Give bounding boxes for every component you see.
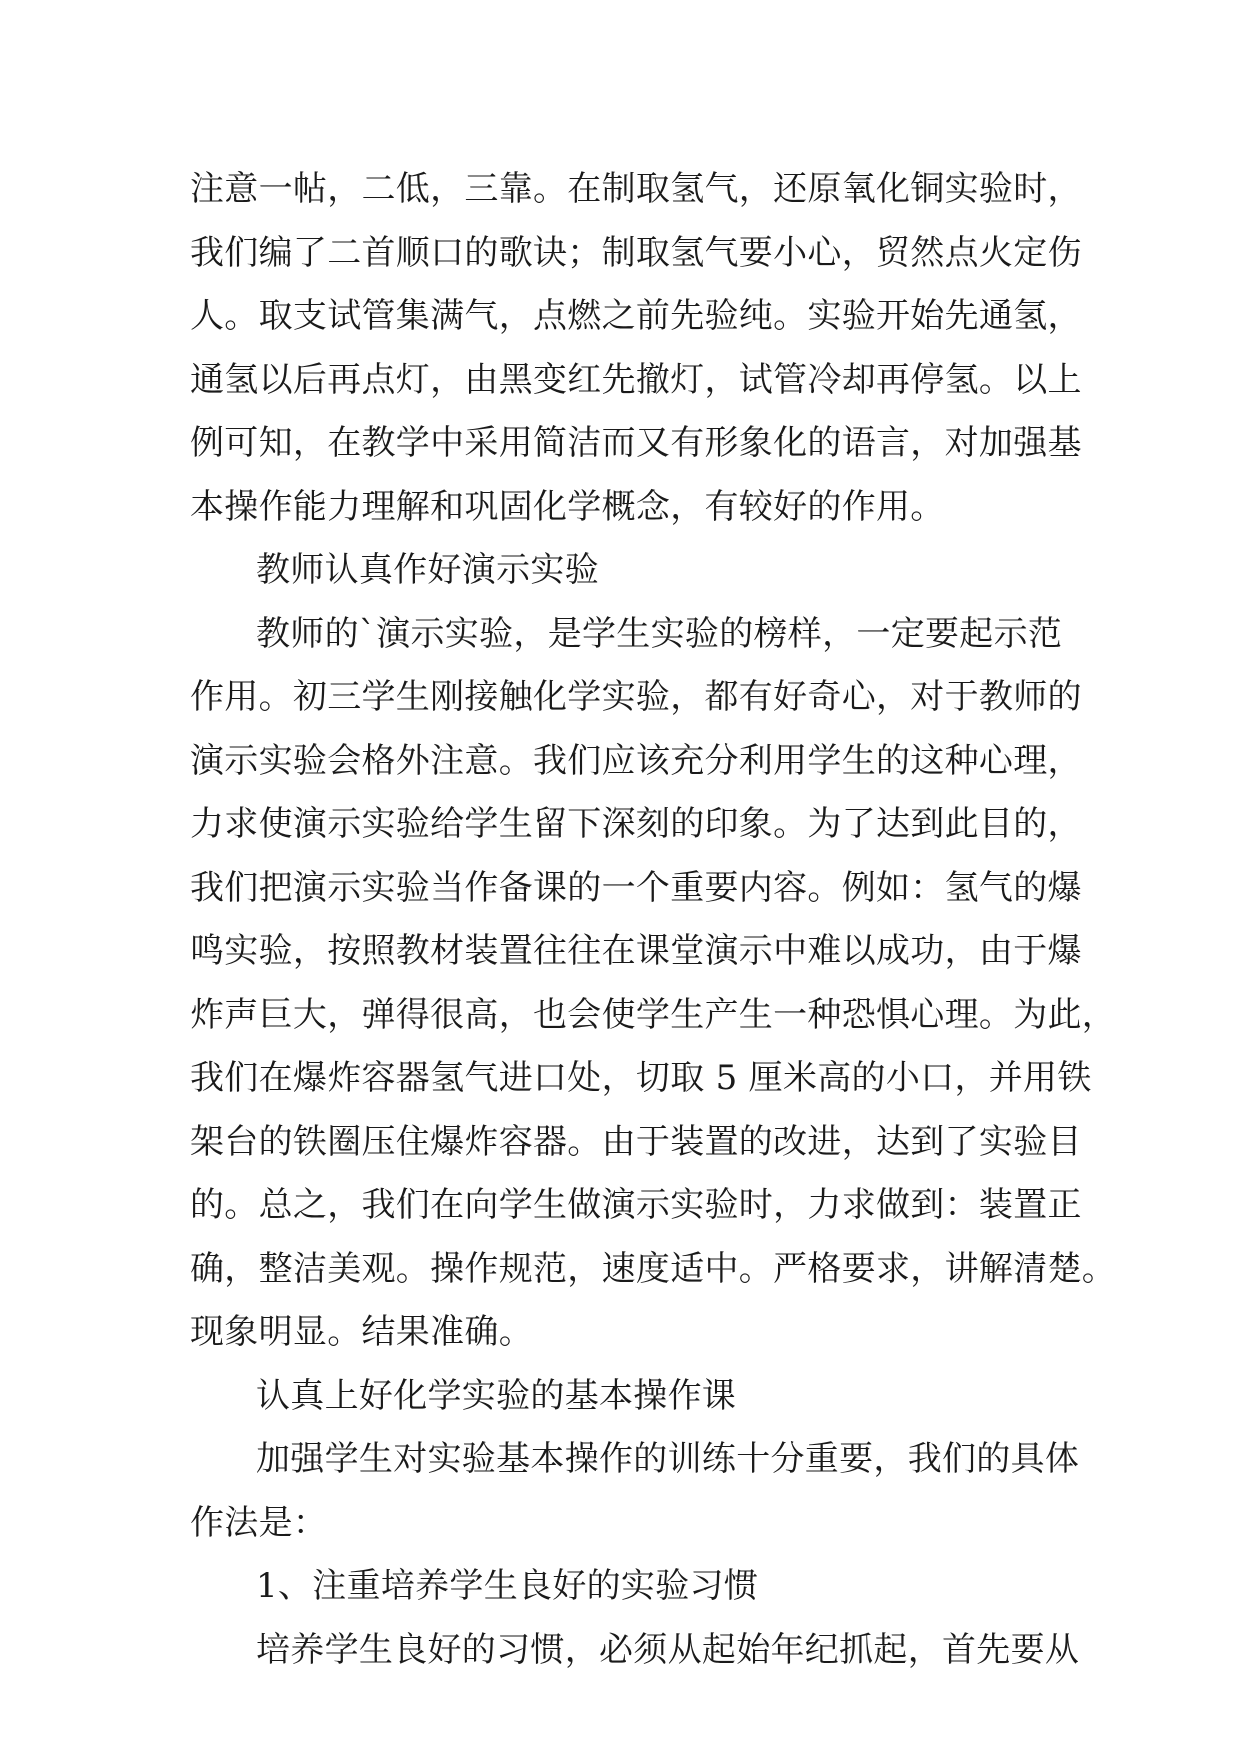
text-line: 本操作能力理解和巩固化学概念，有较好的作用。	[190, 486, 945, 527]
text-line: 通氢以后再点灯，由黑变红先撤灯，试管冷却再停氢。以上	[190, 359, 1082, 400]
text-line: 人。取支试管集满气，点燃之前先验纯。实验开始先通氢，	[190, 296, 1082, 336]
text-line: 我们在爆炸容器氢气进口处，切取 5 厘米高的小口，并用铁	[190, 1058, 1092, 1098]
text-line: 确，整洁美观。操作规范，速度适中。严格要求，讲解清楚。	[190, 1248, 1117, 1289]
text-line: 加强学生对实验基本操作的训练十分重要，我们的具体	[256, 1439, 1080, 1479]
section-heading: 教师认真作好演示实验	[256, 550, 599, 590]
document-body	[190, 158, 1117, 1682]
text-line: 鸣实验，按照教材装置往往在课堂演示中难以成功，由于爆	[190, 931, 1082, 971]
list-item-heading: 1、注重培养学生良好的实验习惯	[256, 1566, 759, 1606]
text-line: 作法是：	[190, 1502, 328, 1543]
text-line: 现象明显。结果准确。	[190, 1312, 533, 1352]
section-heading: 认真上好化学实验的基本操作课	[256, 1375, 737, 1416]
text-line: 力求使演示实验给学生留下深刻的印象。为了达到此目的，	[190, 804, 1082, 844]
text-line: 培养学生良好的习惯，必须从起始年纪抓起，首先要从	[256, 1629, 1080, 1670]
text-line: 演示实验会格外注意。我们应该充分利用学生的这种心理，	[190, 740, 1082, 781]
text-line: 注意一帖，二低，三靠。在制取氢气，还原氧化铜实验时，	[190, 169, 1082, 209]
text-line: 我们编了二首顺口的歌诀；制取氢气要小心，贸然点火定伤	[190, 232, 1082, 273]
text-line: 的。总之，我们在向学生做演示实验时，力求做到：装置正	[190, 1185, 1082, 1225]
text-line: 架台的铁圈压住爆炸容器。由于装置的改进，达到了实验目	[190, 1121, 1082, 1162]
text-line: 教师的`演示实验，是学生实验的榜样，一定要起示范	[256, 613, 1063, 654]
text-line: 例可知，在教学中采用简洁而又有形象化的语言，对加强基	[190, 423, 1082, 463]
text-line: 我们把演示实验当作备课的一个重要内容。例如：氢气的爆	[190, 867, 1082, 908]
text-line: 炸声巨大，弹得很高，也会使学生产生一种恐惧心理。为此，	[190, 994, 1117, 1035]
text-line: 作用。初三学生刚接触化学实验，都有好奇心，对于教师的	[190, 677, 1082, 717]
